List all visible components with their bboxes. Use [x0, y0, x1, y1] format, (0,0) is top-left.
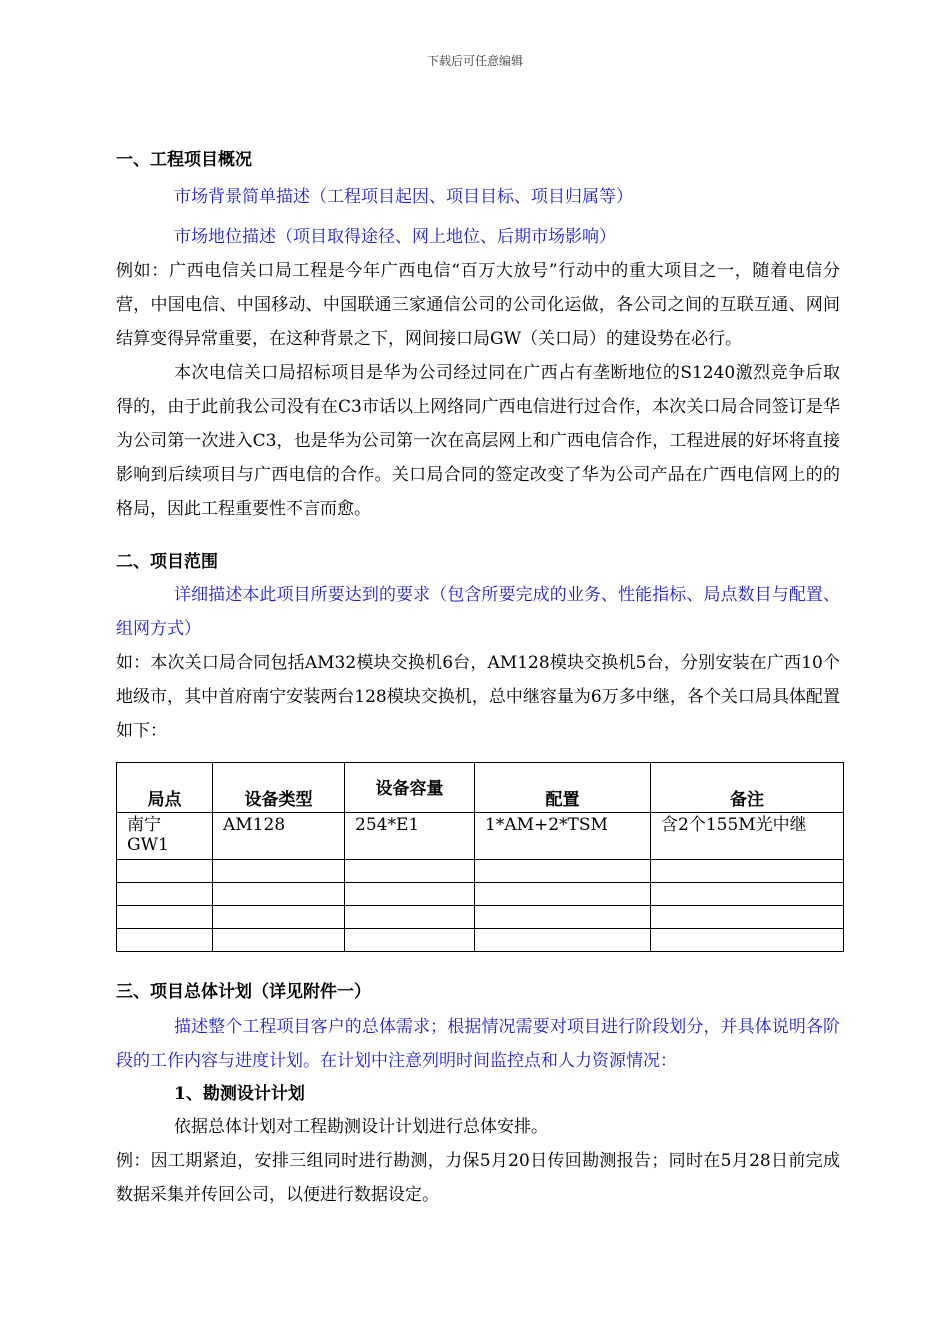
- s1-market-background: 市场背景简单描述（工程项目起因、项目目标、项目归属等）: [174, 187, 633, 207]
- table-cell: [475, 883, 651, 906]
- table-cell: [345, 860, 475, 883]
- s2-scope-description: 详细描述本此项目所要达到的要求（包含所要完成的业务、性能指标、局点数目与配置、组网方式）: [116, 585, 840, 639]
- table-cell: [475, 929, 651, 952]
- table-row: [117, 883, 844, 906]
- section-1-title: 一、工程项目概况: [116, 150, 252, 170]
- config-table: [116, 762, 844, 952]
- table-header-row: [117, 763, 844, 813]
- table-cell: [117, 883, 213, 906]
- table-cell: [651, 860, 844, 883]
- table-cell: [345, 883, 475, 906]
- table-cell: [475, 860, 651, 883]
- section-2-title: 二、项目范围: [116, 552, 218, 572]
- document-body: [116, 146, 840, 1212]
- col-header-site: 局点: [117, 763, 213, 813]
- s1-example-paragraph: 例如：广西电信关口局工程是今年广西电信“百万大放号”行动中的重大项目之一，随着电信分营，中国电信、中国移动、中国联通三家通信公司的公司化运做，各公司之间的互联互通、网间结算变得异常重要，在这种背景之下，网间接口局GW（关口局）的建设势在必行。: [116, 261, 840, 349]
- table-cell: [345, 906, 475, 929]
- table-cell: [117, 929, 213, 952]
- table-cell: [475, 906, 651, 929]
- s3-overall-description: 描述整个工程项目客户的总体需求；根据情况需要对项目进行阶段划分，并具体说明各阶段的工作内容与进度计划。在计划中注意列明时间监控点和人力资源情况：: [116, 1017, 840, 1071]
- table-cell: [651, 906, 844, 929]
- table-cell: 南宁GW1: [117, 813, 213, 860]
- table-cell: [213, 929, 345, 952]
- table-cell: [213, 906, 345, 929]
- col-header-remark: 备注: [651, 763, 844, 813]
- table-cell: [651, 929, 844, 952]
- table-cell: [213, 860, 345, 883]
- section-3-title: 三、项目总体计划（详见附件一）: [116, 982, 371, 1002]
- table-cell: [117, 860, 213, 883]
- table-cell: 254*E1: [345, 813, 475, 860]
- table-row: [117, 929, 844, 952]
- table-cell: AM128: [213, 813, 345, 860]
- s3-example-paragraph: 例：因工期紧迫，安排三组同时进行勘测，力保5月20日传回勘测报告；同时在5月28日前完成数据采集并传回公司，以便进行数据设定。: [116, 1151, 840, 1205]
- table-row: [117, 860, 844, 883]
- table-cell: [345, 929, 475, 952]
- s2-example-paragraph: 如：本次关口局合同包括AM32模块交换机6台，AM128模块交换机5台，分别安装在广西10个地级市，其中首府南宁安装两台128模块交换机，总中继容量为6万多中继，各个关口局具体配置如下：: [116, 653, 840, 741]
- s3-subheading-survey-plan: 1、勘测设计计划: [174, 1084, 305, 1104]
- col-header-device-type: 设备类型: [213, 763, 345, 813]
- page-header: 下载后可任意编辑: [426, 54, 523, 68]
- table-cell: [213, 883, 345, 906]
- table-cell: 1*AM+2*TSM: [475, 813, 651, 860]
- table-row: [117, 906, 844, 929]
- col-header-capacity: 设备容量: [345, 763, 475, 813]
- table-cell: [117, 906, 213, 929]
- table-cell: [651, 883, 844, 906]
- table-row: [117, 813, 844, 860]
- col-header-config: 配置: [475, 763, 651, 813]
- s1-market-position: 市场地位描述（项目取得途径、网上地位、后期市场影响）: [174, 227, 616, 247]
- s1-detail-paragraph: 本次电信关口局招标项目是华为公司经过同在广西占有垄断地位的S1240激烈竞争后取得的，由于此前我公司没有在C3市话以上网络同广西电信进行过合作，本次关口局合同签订是华为公司第一次进入C3，也是华为公司第一次在高层网上和广西电信合作，工程进展的好坏将直接影响到后续项目与广西电信的合作。关口局合同的签定改变了华为公司产品在广西电信网上的的格局，因此工程重要性不言而愈。: [116, 363, 840, 519]
- table-cell: 含2个155M光中继: [651, 813, 844, 860]
- s3-survey-plan-description: 依据总体计划对工程勘测设计计划进行总体安排。: [174, 1117, 548, 1137]
